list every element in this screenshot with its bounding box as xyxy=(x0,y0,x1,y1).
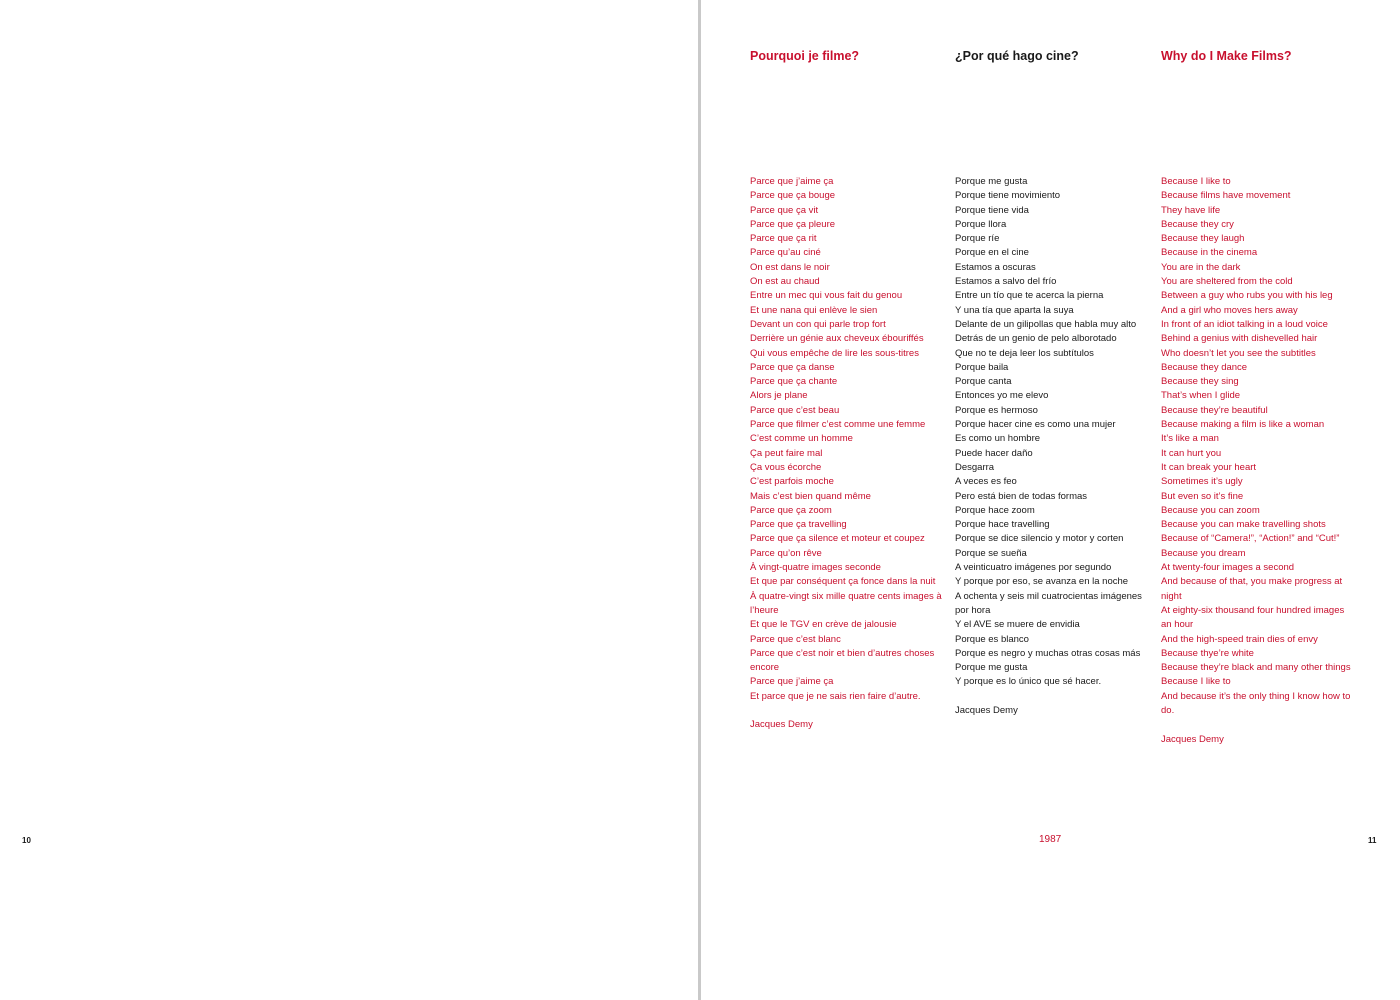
poem-line: Because of “Camera!”, “Action!” and “Cut!” xyxy=(1161,533,1340,545)
poem-line: Parce que ça bouge xyxy=(750,190,836,202)
poem-line: Entonces yo me elevo xyxy=(955,390,1049,402)
poem-line: It can break your heart xyxy=(1161,461,1257,473)
poem-line: Entre un tío que te acerca la pierna xyxy=(955,290,1104,302)
poem-line: Y porque por eso, se avanza en la noche xyxy=(955,576,1129,588)
poem-line: Et que par conséquent ça fonce dans la nuit xyxy=(750,576,936,588)
poem-line: À vingt-quatre images seconde xyxy=(750,562,881,574)
page-number-right: 11 xyxy=(1368,836,1377,845)
poem-line: Parce que j’aime ça xyxy=(750,676,834,688)
poem-line: A veinticuatro imágenes por segundo xyxy=(955,562,1112,574)
poem-line: Because I like to xyxy=(1161,176,1231,187)
author-english: Jacques Demy xyxy=(1161,733,1224,745)
author-spanish: Jacques Demy xyxy=(955,704,1018,716)
poem-line: À quatre-vingt six mille quatre cents images à l’heure xyxy=(750,590,942,616)
poem-line: Et que le TGV en crève de jalousie xyxy=(750,619,897,631)
poem-line: Porque es negro y muchas otras cosas más xyxy=(955,647,1141,659)
poem-line: Parce que filmer c’est comme une femme xyxy=(750,419,926,431)
poem-line: They have life xyxy=(1161,204,1221,216)
poem-line: Behind a genius with dishevelled hair xyxy=(1161,333,1318,345)
poem-line: Because they’re black and many other things xyxy=(1161,662,1351,674)
poem-line: Porque se dice silencio y motor y corten xyxy=(955,533,1124,545)
poem-line: Porque tiene movimiento xyxy=(955,190,1061,202)
column-spanish xyxy=(955,47,1151,718)
poem-line: Because they dance xyxy=(1161,361,1248,373)
poem-line: Sometimes it’s ugly xyxy=(1161,476,1243,488)
poem-line: Alors je plane xyxy=(750,390,808,402)
poem-line: Porque hace travelling xyxy=(955,519,1050,531)
poem-line: You are in the dark xyxy=(1161,261,1241,273)
column-french xyxy=(750,47,946,733)
poem-line: A veces es feo xyxy=(955,476,1017,488)
page-gutter xyxy=(698,0,701,1000)
poem-line: Parce que c’est beau xyxy=(750,404,840,416)
poem-line: Parce que ça silence et moteur et coupez xyxy=(750,533,925,545)
poem-line: Pero está bien de todas formas xyxy=(955,490,1088,502)
poem-line: Parce que ça rit xyxy=(750,233,817,245)
author-french: Jacques Demy xyxy=(750,719,813,731)
poem-line: Porque es hermoso xyxy=(955,404,1038,416)
poem-line: Et parce que je ne sais rien faire d’autre. xyxy=(750,690,921,702)
column-english xyxy=(1161,47,1357,747)
poem-line: Porque se sueña xyxy=(955,547,1027,559)
poem-line: Detrás de un genio de pelo alborotado xyxy=(955,333,1117,345)
poem-line: Because thye’re white xyxy=(1161,647,1254,659)
poem-line: Because they laugh xyxy=(1161,233,1245,245)
page-number-left: 10 xyxy=(22,836,31,845)
poem-line: Entre un mec qui vous fait du genou xyxy=(750,290,903,302)
poem-line: A ochenta y seis mil cuatrocientas imágenes por hora xyxy=(955,590,1142,616)
poem-line: Because they cry xyxy=(1161,218,1234,230)
poem-line: You are sheltered from the cold xyxy=(1161,276,1293,288)
poem-line: It can hurt you xyxy=(1161,447,1222,459)
poem-line: Parce que ça pleure xyxy=(750,218,836,230)
poem-line: Porque tiene vida xyxy=(955,204,1029,216)
poem-line: Ça vous écorche xyxy=(750,461,822,473)
poem-line: Porque llora xyxy=(955,218,1007,230)
poem-line: Because you can make travelling shots xyxy=(1161,519,1326,531)
poem-line: Because films have movement xyxy=(1161,190,1291,202)
poem-spanish xyxy=(955,175,1151,690)
poem-line: At eighty-six thousand four hundred images an hour xyxy=(1161,604,1345,631)
poem-french xyxy=(750,175,946,704)
poem-line: Because making a film is like a woman xyxy=(1161,419,1325,431)
poem-line: Porque hace zoom xyxy=(955,504,1035,516)
poem-line: On est dans le noir xyxy=(750,261,830,273)
poem-line: And the high-speed train dies of envy xyxy=(1161,633,1318,645)
poem-line: Derrière un génie aux cheveux ébouriffés xyxy=(750,333,924,345)
poem-line: Et une nana qui enlève le sien xyxy=(750,304,878,316)
poem-line: C’est parfois moche xyxy=(750,476,834,488)
poem-line: Estamos a oscuras xyxy=(955,261,1036,273)
poem-line: Because they’re beautiful xyxy=(1161,404,1268,416)
title-spanish: ¿Por qué hago cine? xyxy=(955,49,1079,63)
poem-line: Y porque es lo único que sé hacer. xyxy=(955,676,1102,688)
poem-line: Between a guy who rubs you with his leg xyxy=(1161,290,1333,302)
poem-line: Because you dream xyxy=(1161,547,1246,559)
poem-line: Qui vous empêche de lire les sous-titres xyxy=(750,347,919,359)
poem-line: But even so it’s fine xyxy=(1161,490,1244,502)
poem-line: Parce qu’on rêve xyxy=(750,547,822,559)
poem-line: Porque me gusta xyxy=(955,176,1028,187)
poem-line: In front of an idiot talking in a loud voice xyxy=(1161,318,1328,330)
poem-line: On est au chaud xyxy=(750,276,820,288)
poem-line: Who doesn’t let you see the subtitles xyxy=(1161,347,1316,359)
poem-line: Es como un hombre xyxy=(955,433,1041,445)
poem-line: Parce que c’est noir et bien d’autres choses encore xyxy=(750,647,935,674)
poem-line: Porque canta xyxy=(955,376,1012,388)
poem-line: At twenty-four images a second xyxy=(1161,562,1295,574)
poem-line: It’s like a man xyxy=(1161,433,1219,445)
year-label: 1987 xyxy=(1039,834,1062,845)
poem-line: Mais c’est bien quand même xyxy=(750,490,871,502)
poem-line: And a girl who moves hers away xyxy=(1161,304,1298,316)
poem-line: Parce que j’aime ça xyxy=(750,176,834,187)
poem-line: Parce que ça chante xyxy=(750,376,838,388)
poem-line: Delante de un gilipollas que habla muy alto xyxy=(955,318,1137,330)
poem-line: Because in the cinema xyxy=(1161,247,1258,259)
poem-line: Devant un con qui parle trop fort xyxy=(750,318,886,330)
poem-line: Parce que ça zoom xyxy=(750,504,832,516)
poem-line: And because of that, you make progress at night xyxy=(1161,576,1343,602)
poem-line: Que no te deja leer los subtítulos xyxy=(955,347,1094,359)
poem-line: Parce que ça vit xyxy=(750,204,819,216)
poem-line: Parce que c’est blanc xyxy=(750,633,841,645)
poem-line: Porque baila xyxy=(955,361,1009,373)
poem-line: Estamos a salvo del frío xyxy=(955,276,1057,288)
poem-line: Parce que ça travelling xyxy=(750,519,847,531)
poem-line: Porque me gusta xyxy=(955,662,1028,674)
title-french: Pourquoi je filme? xyxy=(750,49,860,63)
poem-line: Porque es blanco xyxy=(955,633,1029,645)
poem-line: Y una tía que aparta la suya xyxy=(955,304,1074,316)
poem-line: And because it’s the only thing I know how to do. xyxy=(1161,690,1351,716)
poem-line: Puede hacer daño xyxy=(955,447,1033,459)
poem-line: Because they sing xyxy=(1161,376,1239,388)
poem-line: Porque en el cine xyxy=(955,247,1029,259)
poem-line: C’est comme un homme xyxy=(750,433,853,445)
poem-line: Because you can zoom xyxy=(1161,504,1260,516)
poem-line: Parce que ça danse xyxy=(750,361,835,373)
poem-line: Porque ríe xyxy=(955,233,1000,245)
poem-line: Ça peut faire mal xyxy=(750,447,823,459)
poem-line: Y el AVE se muere de envidia xyxy=(955,619,1080,631)
poem-line: Desgarra xyxy=(955,461,995,473)
poem-line: Porque hacer cine es como una mujer xyxy=(955,419,1116,431)
title-english: Why do I Make Films? xyxy=(1161,49,1292,63)
poem-line: That’s when I glide xyxy=(1161,390,1241,402)
poem-line: Because I like to xyxy=(1161,676,1231,688)
poem-line: Parce qu’au ciné xyxy=(750,247,821,259)
poem-english xyxy=(1161,175,1357,718)
